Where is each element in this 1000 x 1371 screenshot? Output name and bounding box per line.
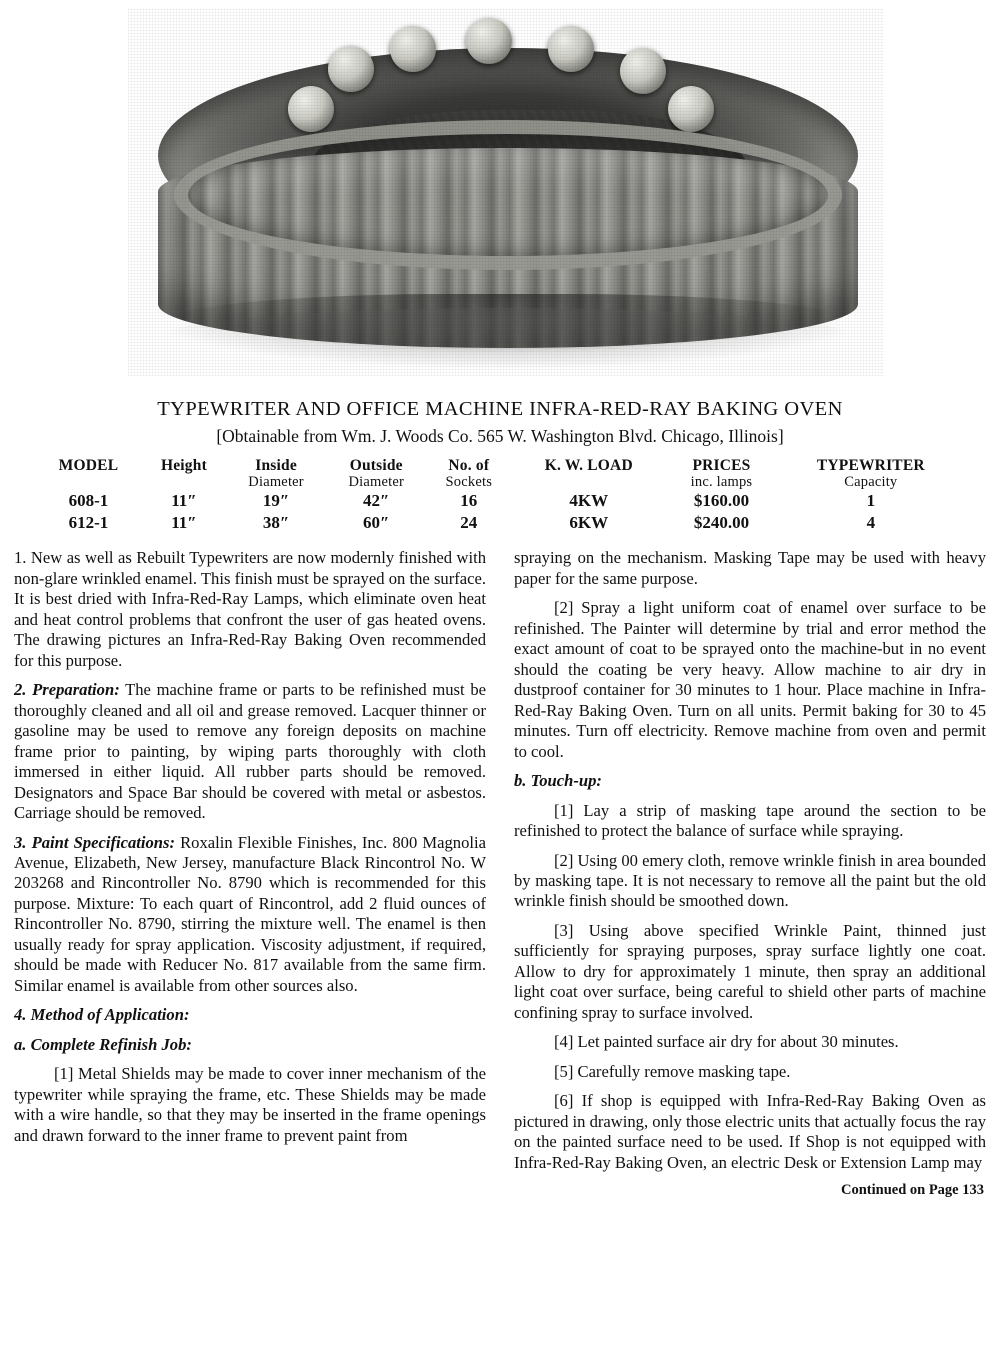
body-columns (14, 548, 986, 1200)
col-header-inside-main: Inside (255, 457, 297, 474)
lamp-icon (390, 26, 436, 72)
oven-rim (174, 120, 842, 270)
col-header-typewriter-capacity (777, 457, 965, 490)
cell-kw-load: 4KW (569, 491, 609, 511)
paragraph-2 (14, 680, 486, 823)
cell-capacity: 4 (866, 513, 876, 533)
col-header-outside-diameter (326, 457, 426, 490)
paragraph-4-label: 4. Method of Application: (14, 1005, 190, 1025)
col-header-model (35, 457, 142, 490)
paragraph-2-text: The machine frame or parts to be refinished must be thoroughly cleaned and all oil and grease removed. Lacquer thinner or gasoline may be used to remove any foreign deposits on machine frame prior to painting, by wiping parts thoroughly with cloth immersed in either liquid. All rubber parts should be removed. Designators and Space Bar should be covered with metal or asbestos. Carriage should be removed. (14, 680, 486, 823)
paragraph-b-item-4: [4] Let painted surface air dry for about 30 minutes. (554, 1032, 899, 1052)
cell-outside-diameter: 42″ (363, 491, 390, 511)
cell-price: $160.00 (693, 491, 750, 511)
cell-kw-load: 6KW (569, 513, 609, 533)
oven-shadow (158, 308, 858, 368)
paragraph-3-label: 3. Paint Specifications: (14, 832, 175, 852)
paragraph-3 (14, 833, 486, 997)
col-header-kw-main: K. W. LOAD (544, 457, 633, 474)
col-header-kw-load (511, 457, 666, 490)
left-column (14, 548, 486, 1200)
figure-photo-container (0, 0, 1000, 392)
col-header-sockets-sub: Sockets (445, 474, 493, 490)
figure-caption-title: TYPEWRITER AND OFFICE MACHINE INFRA-RED-RAY BAKING OVEN (157, 398, 843, 420)
paragraph-b-item-6: [6] If shop is equipped with Infra-Red-Ray Baking Oven as pictured in drawing, only those electric units that actually focus the ray on the painted surface need to be used. If Shop is not equipped with Infra-Red-Ray Baking Oven, an electric Desk or Extension Lamp may (514, 1091, 986, 1172)
lamp-icon (328, 46, 374, 92)
cell-model: 612-1 (68, 513, 109, 533)
col-header-inside-sub: Diameter (248, 474, 304, 490)
paragraph-b-item-3: [3] Using above specified Wrinkle Paint, thinned just sufficiently for spraying purposes, spray surface lightly one coat. Allow to dry for approximately 1 minute, then spray an additional light coat over surface, being careful to shield other parts of machine confining spray to surface involved. (514, 920, 986, 1022)
cell-capacity: 1 (866, 491, 876, 511)
paragraph-b-item-5: [5] Carefully remove masking tape. (554, 1061, 791, 1081)
lamp-icon (288, 86, 334, 132)
cell-price: $240.00 (693, 513, 750, 533)
col-header-prices-sub: inc. lamps (690, 474, 753, 490)
oven-spec-table (35, 457, 965, 534)
paragraph-4a-label: a. Complete Refinish Job: (14, 1034, 192, 1054)
paragraph-2-label: 2. Preparation: (14, 680, 120, 700)
cell-height: 11″ (171, 513, 197, 533)
lamp-icon (620, 48, 666, 94)
col-header-sockets-main: No. of (448, 457, 490, 474)
paragraph-b-label-text: b. Touch-up: (514, 771, 602, 791)
figure-caption-source: [Obtainable from Wm. J. Woods Co. 565 W. Washington Blvd. Chicago, Illinois] (216, 426, 784, 446)
cell-model: 608-1 (68, 491, 109, 511)
lamp-icon (668, 86, 714, 132)
lamp-icon (548, 26, 594, 72)
cell-inside-diameter: 38″ (262, 513, 290, 533)
paragraph-b-item-1: [1] Lay a strip of masking tape around the section to be refinished to protect the balance of surface while spraying. (514, 800, 986, 841)
col-header-model-main: MODEL (58, 457, 119, 474)
col-header-height-main: Height (160, 457, 207, 474)
table-row (35, 512, 965, 534)
table-header-row (35, 457, 965, 490)
col-header-prices-main: PRICES (692, 457, 751, 474)
lamp-icon (466, 18, 512, 64)
col-header-capacity-main: TYPEWRITER (816, 457, 925, 474)
paragraph-b-label (514, 771, 986, 791)
paragraph-3-text: Roxalin Flexible Finishes, Inc. 800 Magnolia Avenue, Elizabeth, New Jersey, manufacture Black Rincontrol No. W 203268 and Rincontroller No. 8790 which is recommended for this purpose. Mixture: To each quart of Rincontrol, add 2 fluid ounces of Rincontroller No. 8790, stirring the mixture well. The enamel is then usually ready for spray application. Viscosity adjustment, if required, should be made with Reducer No. 817 available from the same firm. Similar enamel is available from other sources also. (14, 832, 486, 995)
cell-sockets: 16 (460, 491, 478, 511)
cell-inside-diameter: 19″ (262, 491, 290, 511)
infra-red-ray-baking-oven-photo (128, 8, 884, 376)
col-header-outside-sub: Diameter (348, 474, 404, 490)
col-header-outside-main: Outside (349, 457, 403, 474)
paragraph-b-item-2: [2] Using 00 emery cloth, remove wrinkle finish in area bounded by masking tape. It is not necessary to remove all the paint but the old wrinkle finish should be smoothed down. (514, 850, 986, 911)
col-header-sockets (426, 457, 511, 490)
paragraph-continuation: spraying on the mechanism. Masking Tape may be used with heavy paper for the same purpose. (514, 548, 986, 588)
paragraph-a-item-2: [2] Spray a light uniform coat of enamel over surface to be refinished. The Painter will determine by trial and error method the exact amount of coat to be sprayed onto the machine-but in no event should the coating be very heavy. Allow machine to air dry in dustproof container for 30 minutes to 1 hour. Place machine in Infra-Red-Ray Baking Oven. Turn on all units. Permit baking for 30 to 45 minutes. Turn off electricity. Remove machine from oven and permit to cool. (514, 598, 986, 761)
paragraph-4a-item-1: [1] Metal Shields may be made to cover inner mechanism of the typewriter while spraying the frame, etc. These Shields may be made with a wire handle, so that they may be inserted in the frame openings and drawn forward to the inner frame to prevent paint from (14, 1064, 486, 1145)
cell-outside-diameter: 60″ (363, 513, 390, 533)
right-column (514, 548, 986, 1200)
table-row (35, 490, 965, 512)
paragraph-1: 1. New as well as Rebuilt Typewriters are now modernly finished with non-glare wrinkled enamel. This finish must be sprayed on the surface. It is best dried with Infra-Red-Ray Lamps, which eliminate oven heat and heat control problems that confront the user of gas heated ovens. The drawing pictures an Infra-Red-Ray Baking Oven recommended for this purpose. (14, 548, 486, 670)
cell-height: 11″ (171, 491, 197, 511)
col-header-prices (666, 457, 776, 490)
continued-note: Continued on Page 133 (840, 1182, 984, 1199)
cell-sockets: 24 (460, 513, 478, 533)
col-header-inside-diameter (226, 457, 326, 490)
col-header-capacity-sub: Capacity (844, 474, 898, 490)
col-header-height (142, 457, 226, 490)
